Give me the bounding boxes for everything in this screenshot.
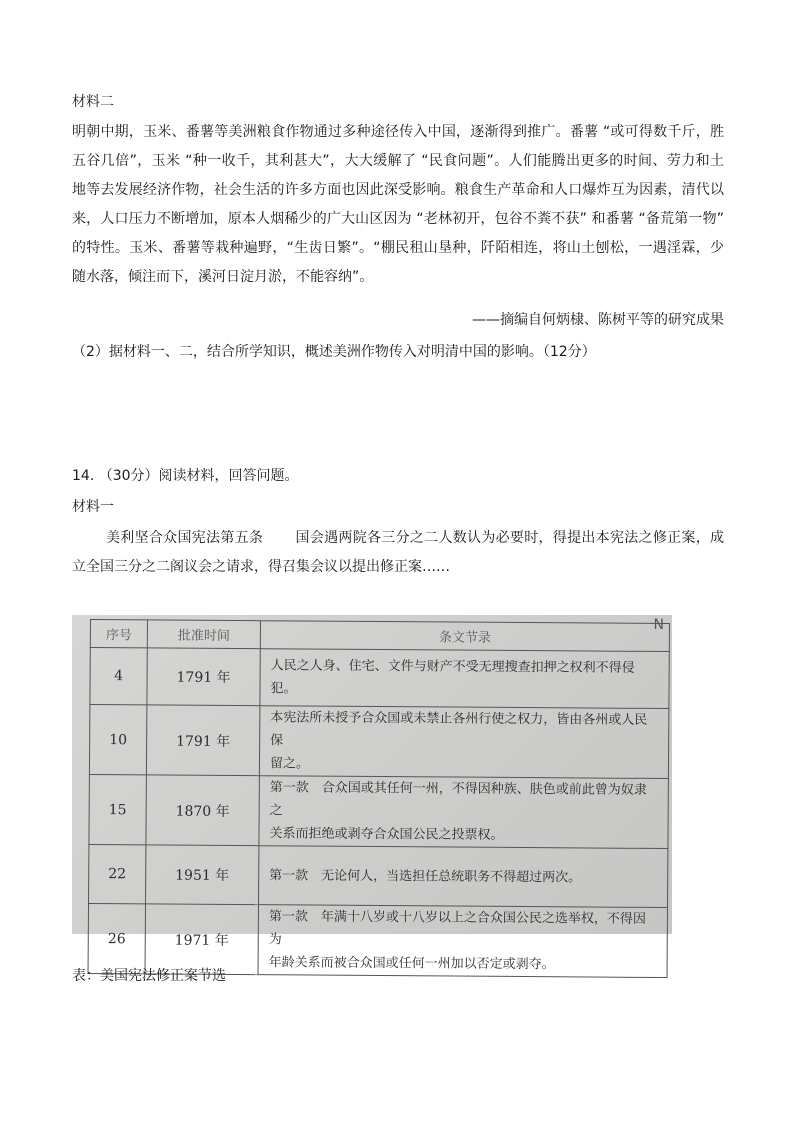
amendment-number: 22	[89, 844, 146, 903]
amendment-text-line: 第一款 年满十八岁或十八岁以上之合众国公民之选举权，不得因为	[268, 909, 646, 948]
ratification-year: 1791 年	[147, 648, 260, 706]
table-row	[90, 648, 669, 709]
amendment-text	[259, 706, 668, 779]
table-row	[89, 844, 668, 907]
ratification-year: 1951 年	[146, 845, 259, 905]
material2-line: 五谷几倍”，玉米 “种一收千，其利甚大”，大大缓解了 “民食问题”。人们能腾出更多的时间、劳力和土	[72, 153, 724, 169]
material2-line: 随水落，倾注而下，溪河日淀月淤，不能容纳”。	[72, 269, 374, 285]
article-line: 立全国三分之二阁议会之请求，得召集会议以提出修正案……	[72, 559, 450, 575]
amendments-table	[88, 619, 670, 978]
question-14-heading: 14. （30分）阅读材料，回答问题。	[72, 468, 299, 484]
amendment-text-line: 第一款 无论何人，当选担任总统职务不得超过两次。	[269, 867, 582, 885]
table-caption: 表：美国宪法修正案节选	[72, 968, 226, 984]
photo-corner-mark: N	[653, 617, 664, 633]
amendment-number: 10	[89, 705, 146, 775]
material2-line: 的特性。玉米、番薯等栽种遍野，“生齿日繁”。“棚民租山垦种，阡陌相连，将山土刨松，一遇淫霖，少	[72, 240, 724, 256]
amendment-text	[258, 905, 667, 978]
material2-paragraph	[72, 118, 724, 292]
ratification-year: 1870 年	[146, 775, 259, 846]
amendment-text-line: 留之。	[269, 756, 310, 772]
amendments-table-photo	[72, 615, 672, 973]
header-year: 批准时间	[147, 620, 260, 649]
header-text: 条文节录	[260, 621, 669, 652]
amendment-text	[259, 776, 668, 849]
question-2: （2）据材料一、二，结合所学知识，概述美洲作物传入对明清中国的影响。（12分）	[72, 344, 596, 360]
amendment-text	[260, 649, 669, 709]
amendment-text-line: 第一款 合众国或其任何一州，不得因种族、肤色或前此曾为奴隶之	[269, 780, 647, 819]
material2-line: 明朝中期，玉米、番薯等美洲粮食作物通过多种途径传入中国，逐渐得到推广。番薯 “或可得数千斤，胜	[72, 124, 724, 140]
table-header-row	[90, 620, 669, 652]
header-number: 序号	[90, 620, 147, 648]
article-text: 国会遇两院各三分之二人数认为必要时，得提出本宪法之修正案，成	[295, 530, 725, 546]
material2-source: ——摘编自何炳棣、陈树平等的研究成果	[472, 312, 724, 328]
material2-line: 来，人口压力不断增加，原本人烟稀少的广大山区因为 “老林初开，包谷不粪不获” 和番薯 “备荒第一物”	[72, 211, 724, 227]
article-line	[72, 524, 724, 553]
amendment-text-line: 年龄关系而被合众国或任何一州加以否定或剥夺。	[268, 955, 555, 973]
material2-label: 材料二	[72, 94, 114, 110]
ratification-year: 1791 年	[146, 705, 259, 776]
amendment-number: 15	[89, 774, 146, 844]
amendment-text-line: 本宪法所未授予合众国或未禁止各州行使之权力，皆由各州或人民保	[270, 710, 648, 749]
amendment-text	[259, 846, 668, 908]
table-row	[89, 774, 668, 848]
ratification-year: 1971 年	[145, 904, 258, 975]
amendment-text-line: 关系而拒绝或剥夺合众国公民之投票权。	[269, 826, 504, 843]
amendment-number: 26	[88, 903, 145, 973]
amendment-number: 4	[90, 648, 147, 705]
material2-line: 地等去发展经济作物，社会生活的许多方面也因此深受影响。粮食生产革命和人口爆炸互为因素，清代以	[72, 182, 724, 198]
constitution-article-5	[72, 524, 724, 582]
amendment-text-line: 人民之人身、住宅、文件与财产不受无理搜查扣押之权利不得侵犯。	[270, 658, 635, 697]
article-title: 美利坚合众国宪法第五条	[106, 530, 264, 546]
table-row	[89, 705, 668, 779]
material1-label: 材料一	[72, 499, 114, 515]
